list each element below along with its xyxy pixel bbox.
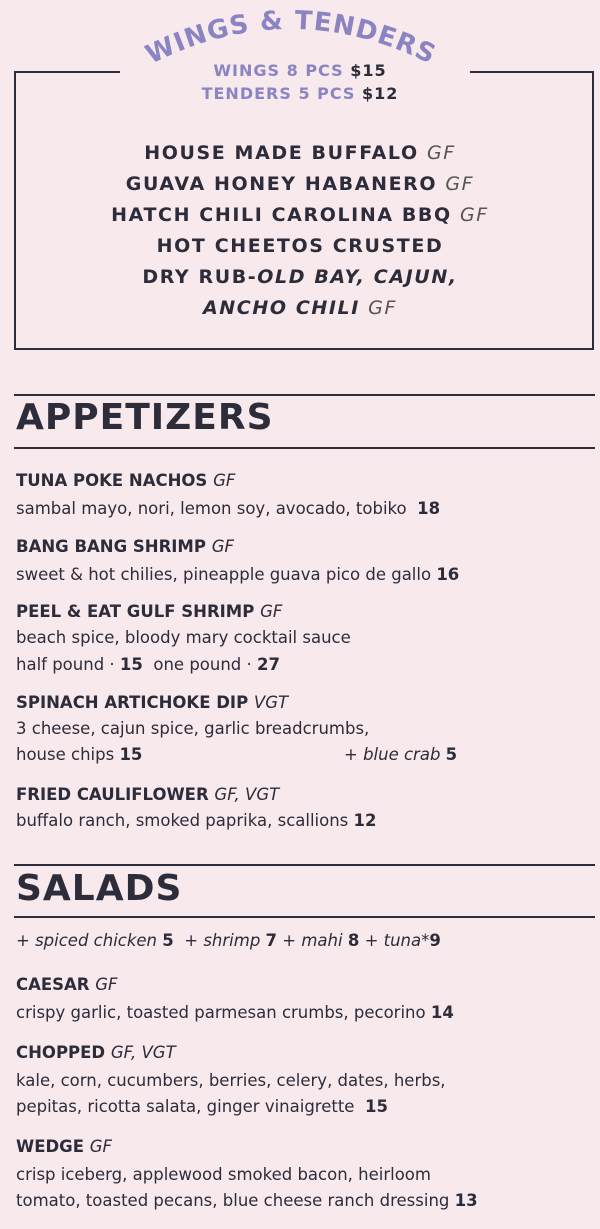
flavor-item: HATCH CHILI CAROLINA BBQ GF <box>111 204 489 226</box>
salads-rule-bottom <box>14 916 595 918</box>
flavor-list <box>0 138 600 324</box>
wings-title: WINGS & TENDERS <box>141 5 441 71</box>
salads-title: SALADS <box>16 868 183 909</box>
menu-item-desc: buffalo ranch, smoked paprika, scallions 12 <box>16 811 377 830</box>
menu-item-name: FRIED CAULIFLOWER GF, VGT <box>16 785 280 804</box>
tenders-price: $12 <box>362 84 399 103</box>
wings-label: WINGS 8 PCS <box>213 61 344 80</box>
flavor-item: HOT CHEETOS CRUSTED <box>156 235 444 257</box>
menu-item-desc: crisp iceberg, applewood smoked bacon, heirloom <box>16 1165 431 1184</box>
menu-item-name: WEDGE GF <box>16 1137 113 1156</box>
menu-item-desc: tomato, toasted pecans, blue cheese ranch dressing 13 <box>16 1191 478 1210</box>
menu-item-desc: beach spice, bloody mary cocktail sauce <box>16 628 351 647</box>
menu-item-desc: pepitas, ricotta salata, ginger vinaigrette 15 <box>16 1097 388 1116</box>
menu-item-name: BANG BANG SHRIMP GF <box>16 537 234 556</box>
flavor-item: GUAVA HONEY HABANERO GF <box>125 173 475 195</box>
appetizers-rule-bottom <box>14 447 595 449</box>
menu-item-desc: half pound · 15 one pound · 27 <box>16 655 280 674</box>
menu-item-name: PEEL & EAT GULF SHRIMP GF <box>16 602 283 621</box>
menu-item-desc: kale, corn, cucumbers, berries, celery, dates, herbs, <box>16 1071 446 1090</box>
menu-item-name: CHOPPED GF, VGT <box>16 1043 176 1062</box>
flavor-item: HOUSE MADE BUFFALO GF <box>144 142 456 164</box>
menu-item-desc: sweet & hot chilies, pineapple guava pico de gallo 16 <box>16 565 460 584</box>
menu-item-addon: + blue crab 5 <box>344 745 458 764</box>
flavor-item: ANCHO CHILI GF <box>203 297 397 319</box>
menu-item-desc: sambal mayo, nori, lemon soy, avocado, tobiko 18 <box>16 499 441 518</box>
wings-price: $15 <box>350 61 387 80</box>
menu-item-desc: crispy garlic, toasted parmesan crumbs, pecorino 14 <box>16 1003 454 1022</box>
wings-price-line <box>0 61 600 80</box>
menu-item-name: TUNA POKE NACHOS GF <box>16 471 236 490</box>
menu-item-desc: house chips 15 <box>16 745 143 764</box>
salad-addons: + spiced chicken 5 + shrimp 7 + mahi 8 + tuna*9 <box>16 931 441 950</box>
menu-item-name: CAESAR GF <box>16 975 118 994</box>
tenders-label: TENDERS 5 PCS <box>201 84 356 103</box>
menu-item-name: SPINACH ARTICHOKE DIP VGT <box>16 693 289 712</box>
salads-rule-top <box>14 864 595 866</box>
menu-item-desc: 3 cheese, cajun spice, garlic breadcrumbs, <box>16 719 370 738</box>
appetizers-title: APPETIZERS <box>16 397 274 438</box>
flavor-item: DRY RUB-OLD BAY, CAJUN, <box>142 266 458 288</box>
appetizers-rule-top <box>14 394 595 396</box>
tenders-price-line <box>0 84 600 103</box>
